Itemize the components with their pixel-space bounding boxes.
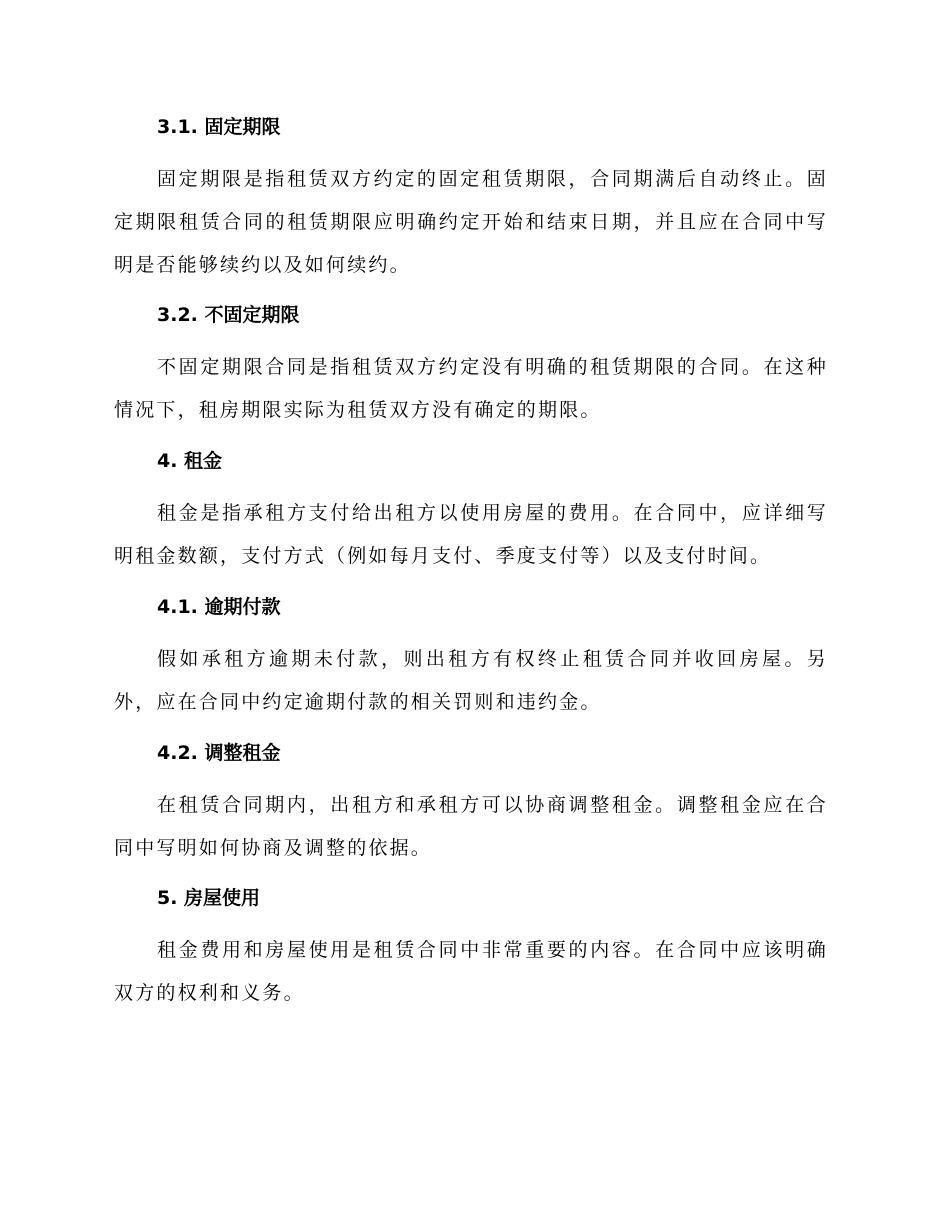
section-heading-4-1: 4.1. 逾期付款 xyxy=(157,596,281,618)
section-body-3-2: 不固定期限合同是指租赁双方约定没有明确的租赁期限的合同。在这种情况下，租房期限实际为租赁双方没有确定的期限。 xyxy=(114,356,828,421)
section-body-4-2: 在租赁合同期内，出租方和承租方可以协商调整租金。调整租金应在合同中写明如何协商及调整的依据。 xyxy=(114,794,828,859)
section-heading-3-2: 3.2. 不固定期限 xyxy=(157,304,300,326)
section-heading-4-2: 4.2. 调整租金 xyxy=(157,742,281,764)
section-body-4: 租金是指承租方支付给出租方以使用房屋的费用。在合同中，应详细写明租金数额，支付方式（例如每月支付、季度支付等）以及支付时间。 xyxy=(114,502,828,567)
section-heading-4: 4. 租金 xyxy=(157,450,223,472)
section-body-5: 租金费用和房屋使用是租赁合同中非常重要的内容。在合同中应该明确双方的权利和义务。 xyxy=(114,939,828,1004)
section-body-4-1: 假如承租方逾期未付款，则出租方有权终止租赁合同并收回房屋。另外，应在合同中约定逾期付款的相关罚则和违约金。 xyxy=(114,648,828,713)
section-heading-5: 5. 房屋使用 xyxy=(157,887,261,909)
section-heading-3-1: 3.1. 固定期限 xyxy=(157,116,281,138)
section-body-3-1: 固定期限是指租赁双方约定的固定租赁期限，合同期满后自动终止。固定期限租赁合同的租赁期限应明确约定开始和结束日期，并且应在合同中写明是否能够续约以及如何续约。 xyxy=(114,168,828,276)
